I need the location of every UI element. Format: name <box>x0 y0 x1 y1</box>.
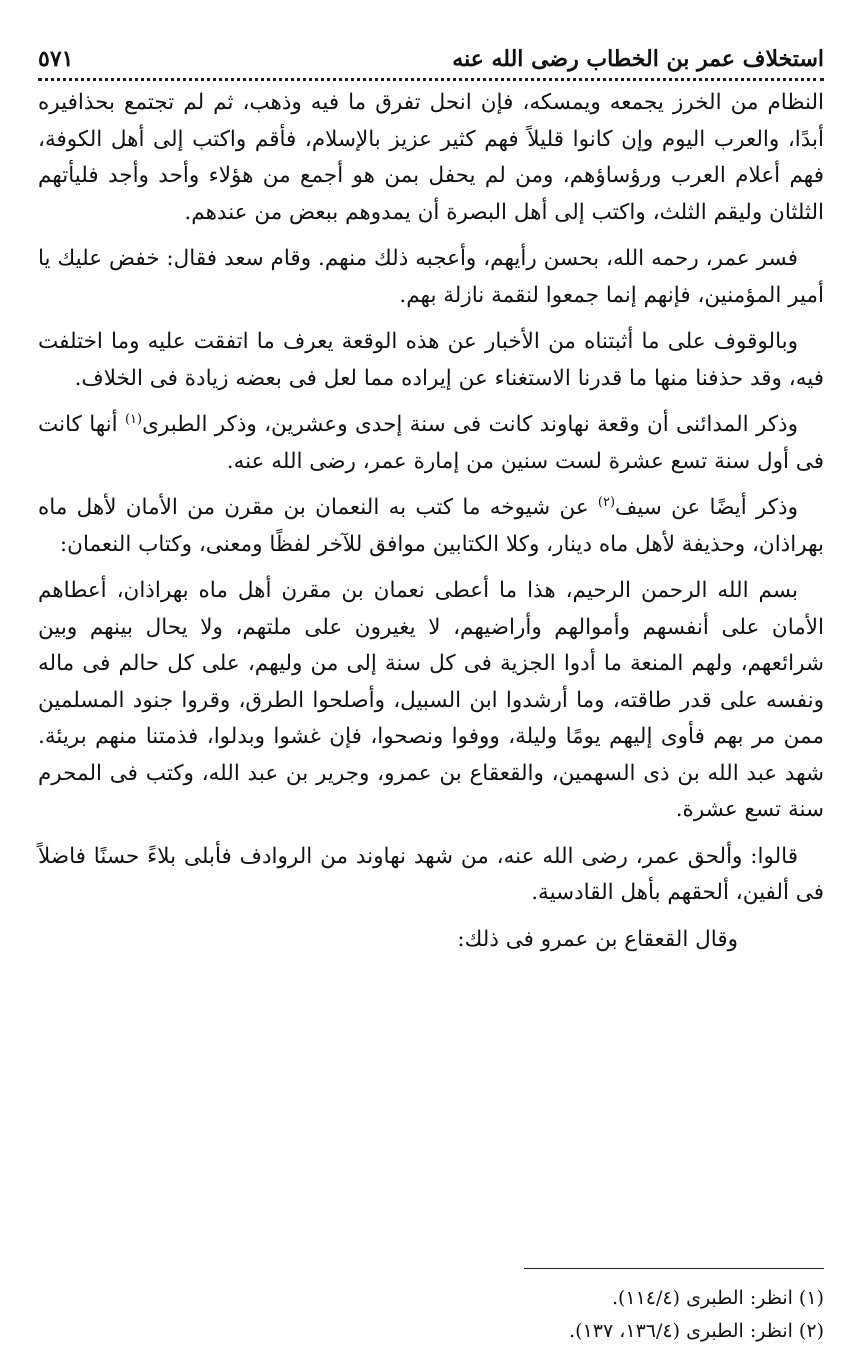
paragraph <box>38 407 824 480</box>
paragraph-text: وذكر المدائنى أن وقعة نهاوند كانت فى سنة إحدى وعشرين، وذكر الطبرى <box>142 412 799 437</box>
footnote-marker: (١) <box>124 411 143 427</box>
book-page <box>38 30 824 1344</box>
poem-introduction: وقال القعقاع بن عمرو فى ذلك: <box>457 926 738 952</box>
footnotes <box>38 1282 824 1348</box>
page-number: ٥٧١ <box>38 46 74 72</box>
paragraph-text: أنها كانت فى أول سنة تسع عشرة لست سنين من إمارة عمر، رضى الله عنه. <box>38 412 824 474</box>
paragraph: وبالوقوف على ما أثبتناه من الأخبار عن هذه الوقعة يعرف ما اتفقت عليه وما اختلفت فيه، وقد حذفنا منها ما قدرنا الاستغناء عن إيراده مما لعل فى بعضه زيادة فى الخلاف. <box>38 329 824 391</box>
paragraph: قالوا: وألحق عمر، رضى الله عنه، من شهد نهاوند من الروادف فأبلى بلاءً حسنًا فاضلاً فى ألفين، ألحقهم بأهل القادسية. <box>38 843 824 905</box>
main-text <box>38 85 824 958</box>
footnote-divider <box>524 1268 824 1269</box>
running-header <box>38 30 824 81</box>
paragraph <box>38 490 824 563</box>
paragraph: النظام من الخرز يجمعه ويمسكه، فإن انحل تفرق ما فيه وذهب، ثم لم تجتمع بحذافيره أبدًا، والعرب اليوم وإن كانوا قليلاً فهم كثير عزيز بالإسلام، فأقم واكتب إلى أهل الكوفة، فهم أعلام العرب ورؤساؤهم، ومن لم يحفل بمن هو أجمع من هؤلاء وأحد وأجد فليأتهم الثلثان وليقم الثلث، واكتب إلى أهل البصرة أن يمدوهم ببعض من عندهم. <box>38 90 824 225</box>
treaty-text: بسم الله الرحمن الرحيم، هذا ما أعطى نعمان بن مقرن أهل ماه بهراذان، أعطاهم الأمان على أنفسهم وأموالهم وأراضيهم، لا يغيرون على ملتهم، ولا يحال بينهم وبين شرائعهم، ولهم المنعة ما أدوا الجزية فى كل سنة إلى من وليهم، على كل حالم فى ماله ونفسه على قدر طاقته، وما أرشدوا ابن السبيل، وأصلحوا الطرق، وقروا جنود المسلمين ممن مر بهم فأوى إليهم يومًا وليلة، ووفوا ونصحوا، فإن غشوا وبدلوا، فذمتنا منهم بريئة. شهد عبد الله بن ذى السهمين، والقعقاع بن عمرو، وجرير بن عبد الله، وكتب فى المحرم سنة تسع عشرة. <box>38 578 824 822</box>
footnote: (٢) انظر: الطبرى (١٣٦/٤، ١٣٧). <box>569 1320 824 1342</box>
paragraph-text: وذكر أيضًا عن سيف <box>615 495 798 520</box>
paragraph: فسر عمر، رحمه الله، بحسن رأيهم، وأعجبه ذلك منهم. وقام سعد فقال: خفض عليك يا أمير المؤمنين، فإنهم إنما جمعوا لنقمة نازلة بهم. <box>38 246 824 308</box>
footnote-marker: (٢) <box>597 494 616 510</box>
paragraph-text: عن شيوخه ما كتب به النعمان بن مقرن من الأمان لأهل ماه بهراذان، وحذيفة لأهل ماه دينار، وكلا الكتابين موافق للآخر لفظًا ومعنى، وكتاب النعمان: <box>38 495 824 557</box>
chapter-running-title: استخلاف عمر بن الخطاب رضى الله عنه <box>452 46 824 72</box>
footnote: (١) انظر: الطبرى (١١٤/٤). <box>611 1287 824 1309</box>
